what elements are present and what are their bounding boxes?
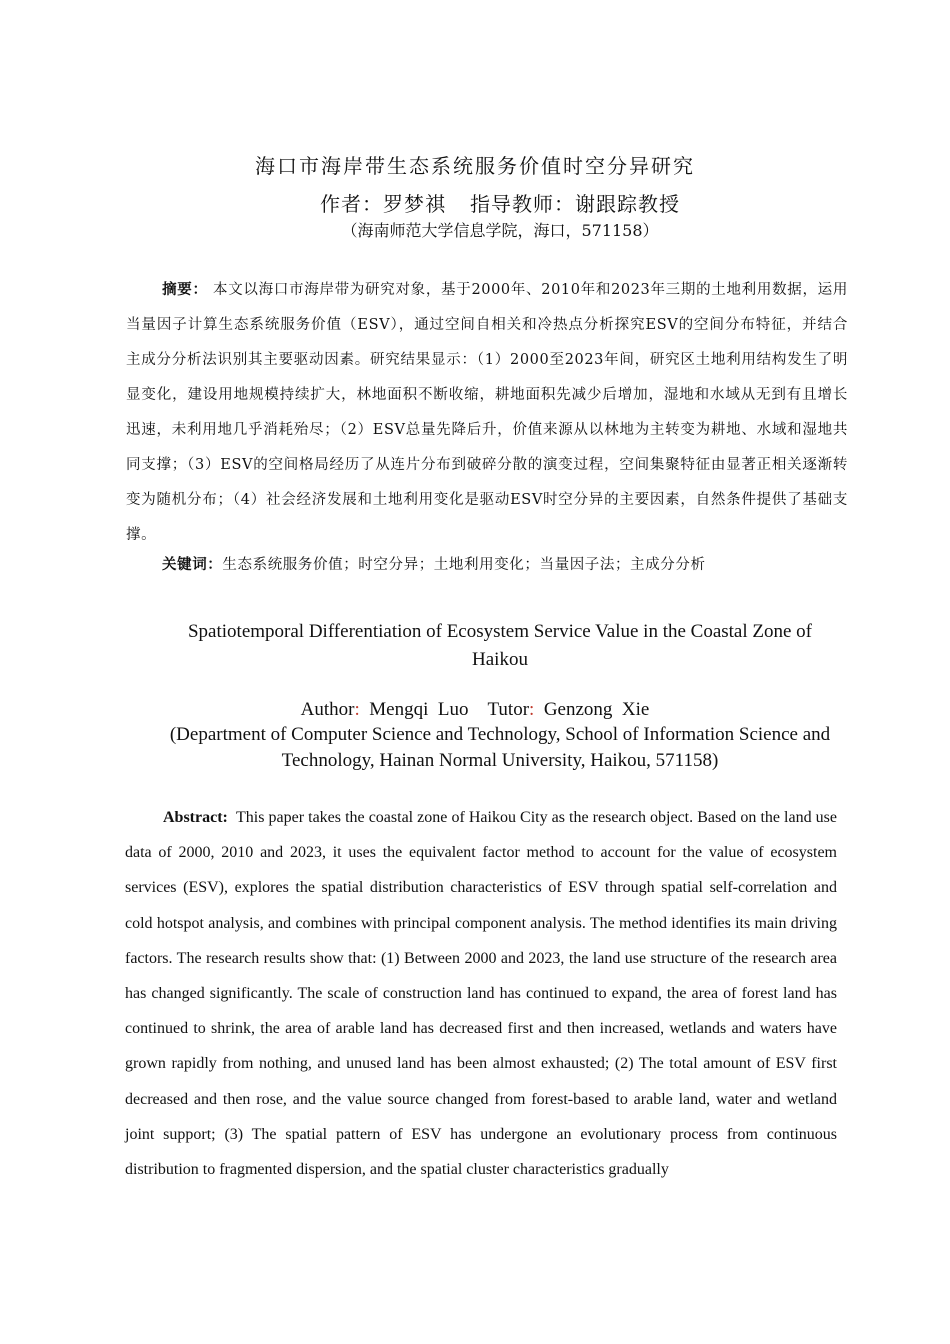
english-title: Spatiotemporal Differentiation of Ecosystem Service Value in the Coastal Zone of Haikou — [187, 621, 813, 670]
chinese-title: 海口市海岸带生态系统服务价值时空分异研究 — [255, 154, 695, 178]
chinese-keywords — [162, 551, 852, 579]
abstract-label-en: Abstract: — [163, 809, 228, 826]
keywords-text-cn: 生态系统服务价值；时空分异；土地利用变化；当量因子法；主成分分析 — [222, 557, 706, 573]
tutor-name-en: Genzong Xie — [543, 699, 650, 720]
chinese-abstract — [126, 272, 848, 553]
english-author-line — [0, 697, 950, 723]
english-abstract — [125, 800, 837, 1187]
chinese-author-line — [0, 188, 950, 217]
tutor-label-cn: 指导教师： — [470, 192, 575, 216]
author-colon: : — [354, 699, 360, 720]
chinese-affiliation: （海南师范大学信息学院，海口，571158） — [341, 221, 659, 240]
author-name-cn: 罗梦祺 — [383, 192, 446, 216]
abstract-text-cn: 本文以海口市海岸带为研究对象，基于2000年、2010年和2023年三期的土地利用数据，运用当量因子计算生态系统服务价值（ESV），通过空间自相关和冷热点分析探究ESV的空间分布特征，并结合主成分分析法识别其主要驱动因素。研究结果显示：（1）2000至2023年间，研究区土地利用结构发生了明显变化，建设用地规模持续扩大，林地面积不断收缩，耕地面积先减少后增加，湿地和水域从无到有且增长迅速，未利用地几乎消耗殆尽；（2）ESV总量先降后升，价值来源从以林地为主转变为耕地、水域和湿地共同支撑；（3）ESV的空间格局经历了从连片分布到破碎分散的演变过程，空间集聚特征由显著正相关逐渐转变为随机分布；（4）社会经济发展和土地利用变化是驱动ESV时空分异的主要因素，自然条件提供了基础支撑。 — [126, 282, 848, 543]
tutor-name-cn: 谢跟踪教授 — [575, 192, 680, 216]
english-affiliation: (Department of Computer Science and Technology, School of Information Science and Technology, Hainan Normal University, Haikou, 571158) — [169, 724, 831, 771]
author-label-cn: 作者： — [320, 192, 383, 216]
abstract-text-en: This paper takes the coastal zone of Haikou City as the research object. Based on the land use data of 2000, 2010 and 2023, it uses the equivalent factor method to account for the value of ecosystem services (ESV), explores the spatial distribution characteristics of ESV through spatial self-correlation and cold hotspot analysis, and combines with principal component analysis. The method identifies its main driving factors. The research results show that: (1) Between 2000 and 2023, the land use structure of the research area has changed significantly. The scale of construction land has continued to expand, the area of forest land has continued to shrink, the area of arable land has decreased first and then increased, wetlands and waters have grown rapidly from nothing, and unused land has been almost exhausted; (2) The total amount of ESV first decreased and then rose, and the value source changed from forest-based to arable land, water and wetland joint support; (3) The spatial pattern of ESV has undergone an evolutionary process from continuous distribution to fragmented dispersion, and the spatial cluster characteristics gradually — [125, 809, 838, 1179]
abstract-label-cn: 摘要： — [162, 281, 208, 298]
tutor-label-en: Tutor — [487, 699, 530, 720]
author-name-en: Mengqi Luo — [369, 699, 469, 720]
keywords-label-cn: 关键词： — [162, 556, 223, 573]
author-label-en: Author — [300, 699, 355, 720]
tutor-colon: : — [529, 699, 535, 720]
